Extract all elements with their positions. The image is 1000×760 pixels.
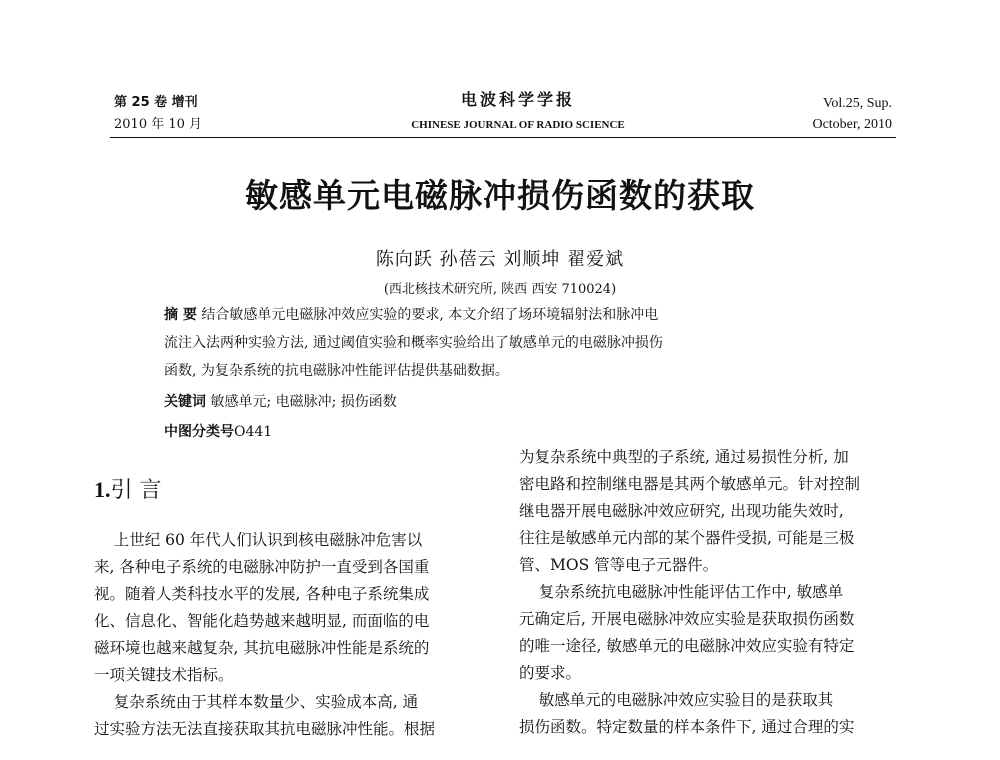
- journal-volume: 第 25 卷 增刊: [114, 95, 198, 110]
- left-line: 一项关键技术指标。: [94, 666, 234, 684]
- right-line: 继电器开展电磁脉冲效应研究, 出现功能失效时,: [519, 502, 844, 520]
- abstract-label: 摘 要: [164, 307, 197, 323]
- journal-name-en: CHINESE JOURNAL OF RADIO SCIENCE: [411, 119, 625, 131]
- section-heading: [94, 473, 162, 504]
- right-line: 的要求。: [519, 664, 582, 682]
- abstract-line-1: [164, 304, 814, 326]
- left-column-body: [94, 527, 484, 743]
- journal-volume-en: Vol.25, Sup.: [823, 96, 892, 111]
- keywords-line: [164, 391, 814, 413]
- left-line: 磁环境也越来越复杂, 其抗电磁脉冲性能是系统的: [94, 639, 430, 657]
- section-number: 1.: [94, 477, 111, 502]
- right-line: 密电路和控制继电器是其两个敏感单元。针对控制: [519, 475, 861, 493]
- right-line: 的唯一途径, 敏感单元的电磁脉冲效应实验有特定: [519, 637, 855, 655]
- left-line: 视。随着人类科技水平的发展, 各种电子系统集成: [94, 585, 430, 603]
- right-line: 往往是敏感单元内部的某个器件受损, 可能是三极: [519, 529, 855, 547]
- right-line: 元确定后, 开展电磁脉冲效应实验是获取损伤函数: [519, 610, 855, 628]
- left-line: 复杂系统由于其样本数量少、实验成本高, 通: [94, 693, 419, 711]
- abstract-text: 结合敏感单元电磁脉冲效应实验的要求, 本文介绍了场环境辐射法和脉冲电: [201, 307, 659, 323]
- journal-date-cn: 2010 年 10 月: [114, 117, 203, 132]
- abstract-line-3: 函数, 为复杂系统的抗电磁脉冲性能评估提供基础数据。: [164, 363, 509, 379]
- classification-line: [164, 421, 814, 443]
- right-column-body: [519, 444, 909, 741]
- keywords-text: 敏感单元; 电磁脉冲; 损伤函数: [210, 394, 397, 410]
- paper-authors: 陈向跃 孙蓓云 刘顺坤 翟爱斌: [375, 249, 625, 270]
- abstract-line-2: 流注入法两种实验方法, 通过阈值实验和概率实验给出了敏感单元的电磁脉冲损伤: [164, 335, 663, 351]
- journal-date-en: October, 2010: [812, 117, 892, 132]
- keywords-label: 关键词: [164, 394, 206, 410]
- right-line: 为复杂系统中典型的子系统, 通过易损性分析, 加: [519, 448, 849, 466]
- right-line: 敏感单元的电磁脉冲效应实验目的是获取其: [519, 691, 834, 709]
- section-title: 引 言: [110, 478, 162, 503]
- right-line: 管、MOS 管等电子元器件。: [519, 556, 719, 574]
- journal-name-cn: 电波科学学报: [460, 90, 575, 109]
- left-line: 来, 各种电子系统的电磁脉冲防护一直受到各国重: [94, 558, 430, 576]
- right-line: 损伤函数。特定数量的样本条件下, 通过合理的实: [519, 718, 855, 736]
- header-rule: [110, 137, 896, 138]
- left-line: 上世纪 60 年代人们认识到核电磁脉冲危害以: [94, 531, 423, 549]
- classification-label: 中图分类号: [164, 424, 234, 440]
- left-line: 过实验方法无法直接获取其抗电磁脉冲性能。根据: [94, 720, 436, 738]
- classification-code: O441: [234, 424, 273, 440]
- paper-title: 敏感单元电磁脉冲损伤函数的获取: [245, 176, 755, 215]
- right-line: 复杂系统抗电磁脉冲性能评估工作中, 敏感单: [519, 583, 844, 601]
- author-affiliation: (西北核技术研究所, 陕西 西安 710024): [383, 282, 617, 297]
- left-line: 化、信息化、智能化趋势越来越明显, 而面临的电: [94, 612, 430, 630]
